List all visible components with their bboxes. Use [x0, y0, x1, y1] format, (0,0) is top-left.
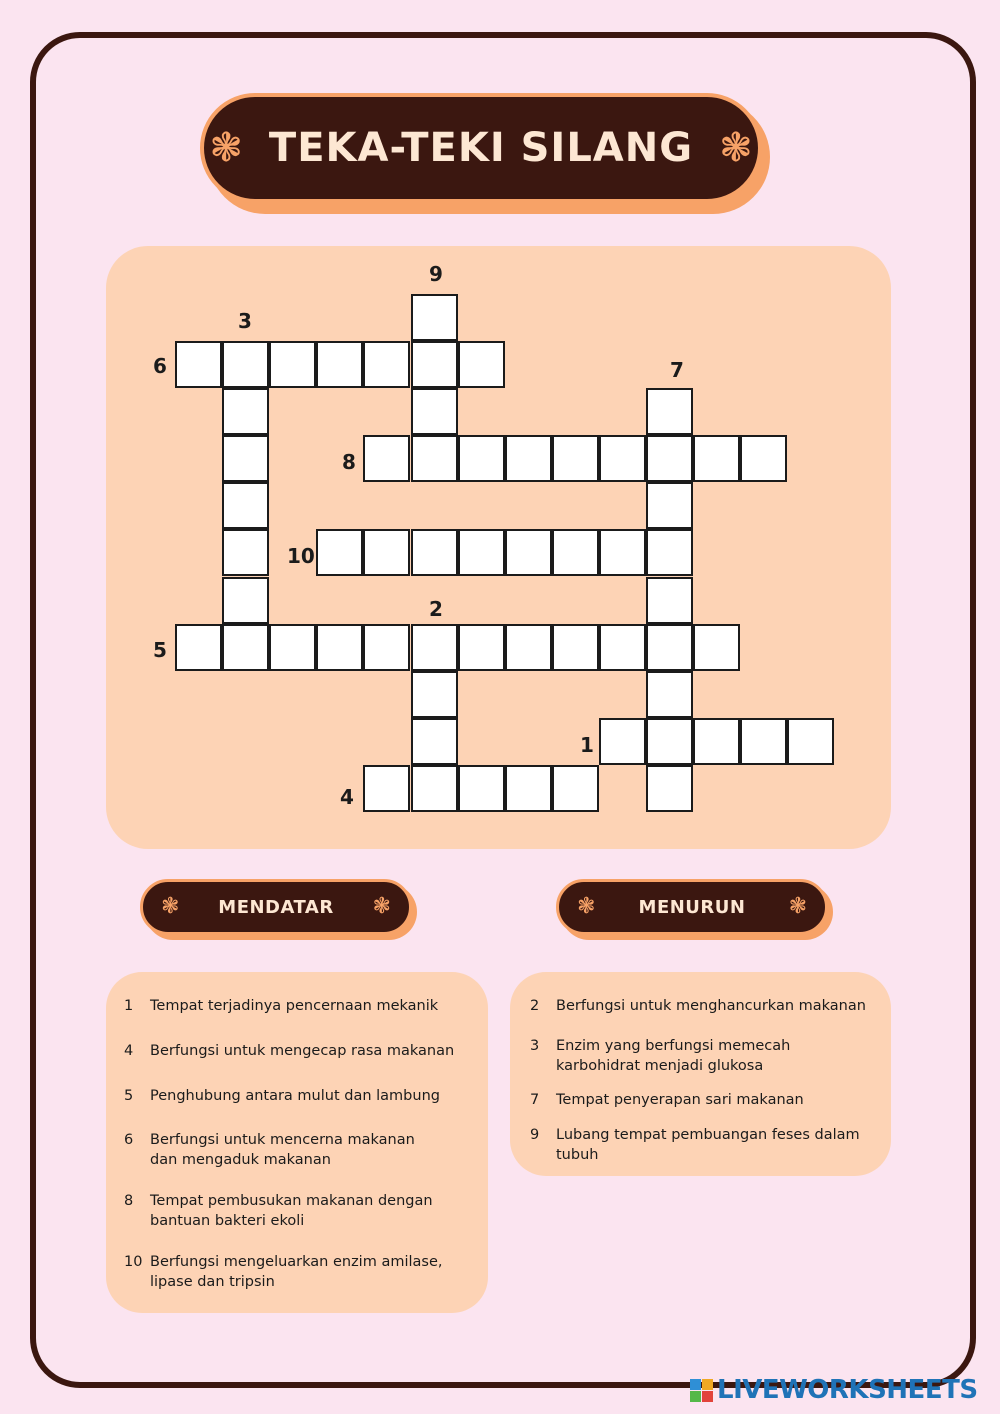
clue-number-3: 3	[238, 309, 252, 333]
crossword-cell[interactable]	[505, 529, 552, 576]
clue-item-text: Penghubung antara mulut dan lambung	[150, 1088, 440, 1104]
crossword-cell[interactable]	[411, 671, 458, 718]
crossword-cell[interactable]	[363, 765, 410, 812]
crossword-cell[interactable]	[411, 529, 458, 576]
crossword-cell[interactable]	[269, 341, 316, 388]
clue-item-text: Tempat pembusukan makanan dengan bantuan bakteri ekoli	[150, 1193, 433, 1229]
crossword-cell[interactable]	[646, 718, 693, 765]
crossword-cell[interactable]	[222, 388, 269, 435]
flower-icon: ❃	[719, 125, 753, 171]
title-banner	[200, 93, 762, 203]
crossword-cell[interactable]	[222, 577, 269, 624]
across-clues-panel	[106, 972, 488, 1313]
crossword-cell[interactable]	[222, 435, 269, 482]
crossword-cell[interactable]	[316, 624, 363, 671]
crossword-cell[interactable]	[363, 529, 410, 576]
clue-number-8: 8	[342, 450, 356, 474]
flower-icon: ❃	[372, 894, 391, 919]
clue-item-number: 1	[124, 998, 134, 1014]
clue-item-text: Lubang tempat pembuangan feses dalam tubuh	[556, 1127, 860, 1163]
clue-item-number: 2	[530, 998, 540, 1014]
crossword-cell[interactable]	[646, 482, 693, 529]
crossword-cell[interactable]	[646, 388, 693, 435]
flower-icon: ❃	[209, 125, 243, 171]
crossword-cell[interactable]	[363, 435, 410, 482]
crossword-cell[interactable]	[552, 529, 599, 576]
crossword-cell[interactable]	[740, 435, 787, 482]
clue-item-text: Enzim yang berfungsi memecah karbohidrat menjadi glukosa	[556, 1038, 791, 1074]
crossword-cell[interactable]	[552, 624, 599, 671]
clue-number-7: 7	[670, 358, 684, 382]
clue-item	[530, 1036, 860, 1076]
crossword-cell[interactable]	[411, 435, 458, 482]
crossword-cell[interactable]	[505, 624, 552, 671]
crossword-cell[interactable]	[222, 341, 269, 388]
crossword-cell[interactable]	[411, 388, 458, 435]
crossword-cell[interactable]	[646, 529, 693, 576]
clue-number-6: 6	[153, 354, 167, 378]
crossword-cell[interactable]	[505, 435, 552, 482]
crossword-cell[interactable]	[599, 718, 646, 765]
crossword-cell[interactable]	[363, 624, 410, 671]
clue-item-number: 7	[530, 1092, 540, 1108]
crossword-cell[interactable]	[411, 718, 458, 765]
clue-number-1: 1	[580, 733, 594, 757]
crossword-cell[interactable]	[175, 624, 222, 671]
clue-item	[530, 996, 880, 1016]
crossword-cell[interactable]	[646, 671, 693, 718]
crossword-cell[interactable]	[458, 765, 505, 812]
across-header	[140, 879, 412, 935]
crossword-cell[interactable]	[787, 718, 834, 765]
clue-item	[124, 1086, 468, 1106]
clue-item-number: 4	[124, 1043, 134, 1059]
clue-item-text: Tempat penyerapan sari makanan	[556, 1092, 804, 1108]
crossword-cell[interactable]	[411, 765, 458, 812]
clue-item-number: 6	[124, 1132, 134, 1148]
clue-item-number: 9	[530, 1127, 540, 1143]
crossword-cell[interactable]	[458, 435, 505, 482]
clue-item	[124, 1191, 468, 1231]
clue-item-number: 10	[124, 1254, 143, 1270]
crossword-cell[interactable]	[740, 718, 787, 765]
crossword-cell[interactable]	[693, 718, 740, 765]
across-header-label: MENDATAR	[218, 896, 334, 918]
clue-number-2: 2	[429, 597, 443, 621]
crossword-cell[interactable]	[411, 624, 458, 671]
flower-icon: ❃	[577, 894, 596, 919]
clue-item	[124, 996, 468, 1016]
clue-item-number: 5	[124, 1088, 134, 1104]
crossword-cell[interactable]	[458, 341, 505, 388]
crossword-cell[interactable]	[646, 577, 693, 624]
crossword-cell[interactable]	[599, 435, 646, 482]
crossword-cell[interactable]	[458, 624, 505, 671]
clue-item	[124, 1041, 468, 1061]
crossword-cell[interactable]	[505, 765, 552, 812]
crossword-cell[interactable]	[316, 529, 363, 576]
clue-item	[530, 1125, 880, 1165]
clue-item-number: 3	[530, 1038, 540, 1054]
crossword-cell[interactable]	[646, 435, 693, 482]
clue-item	[530, 1090, 880, 1110]
crossword-cell[interactable]	[646, 624, 693, 671]
crossword-cell[interactable]	[552, 435, 599, 482]
liveworksheets-icon	[690, 1379, 713, 1402]
crossword-cell[interactable]	[458, 529, 505, 576]
crossword-cell[interactable]	[269, 624, 316, 671]
down-header	[556, 879, 828, 935]
crossword-cell[interactable]	[693, 624, 740, 671]
clue-item-number: 8	[124, 1193, 134, 1209]
crossword-cell[interactable]	[646, 765, 693, 812]
crossword-cell[interactable]	[411, 341, 458, 388]
clue-number-5: 5	[153, 638, 167, 662]
clue-item-text: Berfungsi mengeluarkan enzim amilase, lipase dan tripsin	[150, 1254, 443, 1290]
crossword-cell[interactable]	[222, 624, 269, 671]
crossword-cell[interactable]	[175, 341, 222, 388]
clue-number-9: 9	[429, 262, 443, 286]
flower-icon: ❃	[788, 894, 807, 919]
page-title: TEKA-TEKI SILANG	[268, 125, 694, 171]
crossword-cell[interactable]	[599, 624, 646, 671]
clue-number-4: 4	[340, 785, 354, 809]
clue-item-text: Berfungsi untuk mencerna makanan dan mengaduk makanan	[150, 1132, 415, 1168]
clue-item-text: Berfungsi untuk menghancurkan makanan	[556, 998, 866, 1014]
crossword-cell[interactable]	[552, 765, 599, 812]
crossword-cell[interactable]	[222, 529, 269, 576]
crossword-cell[interactable]	[316, 341, 363, 388]
clue-number-10: 10	[287, 544, 315, 568]
crossword-cell[interactable]	[599, 529, 646, 576]
crossword-cell[interactable]	[222, 482, 269, 529]
liveworksheets-logo	[690, 1374, 978, 1406]
clue-item-text: Tempat terjadinya pencernaan mekanik	[150, 998, 439, 1014]
clue-item	[124, 1130, 434, 1170]
clue-item	[124, 1252, 468, 1292]
down-clues-panel	[510, 972, 891, 1176]
down-header-label: MENURUN	[638, 896, 746, 918]
crossword-cell[interactable]	[693, 435, 740, 482]
brand-name: LIVEWORKSHEETS	[717, 1375, 978, 1405]
crossword-cell[interactable]	[411, 294, 458, 341]
flower-icon: ❃	[161, 894, 180, 919]
crossword-cell[interactable]	[363, 341, 410, 388]
clue-item-text: Berfungsi untuk mengecap rasa makanan	[150, 1043, 455, 1059]
